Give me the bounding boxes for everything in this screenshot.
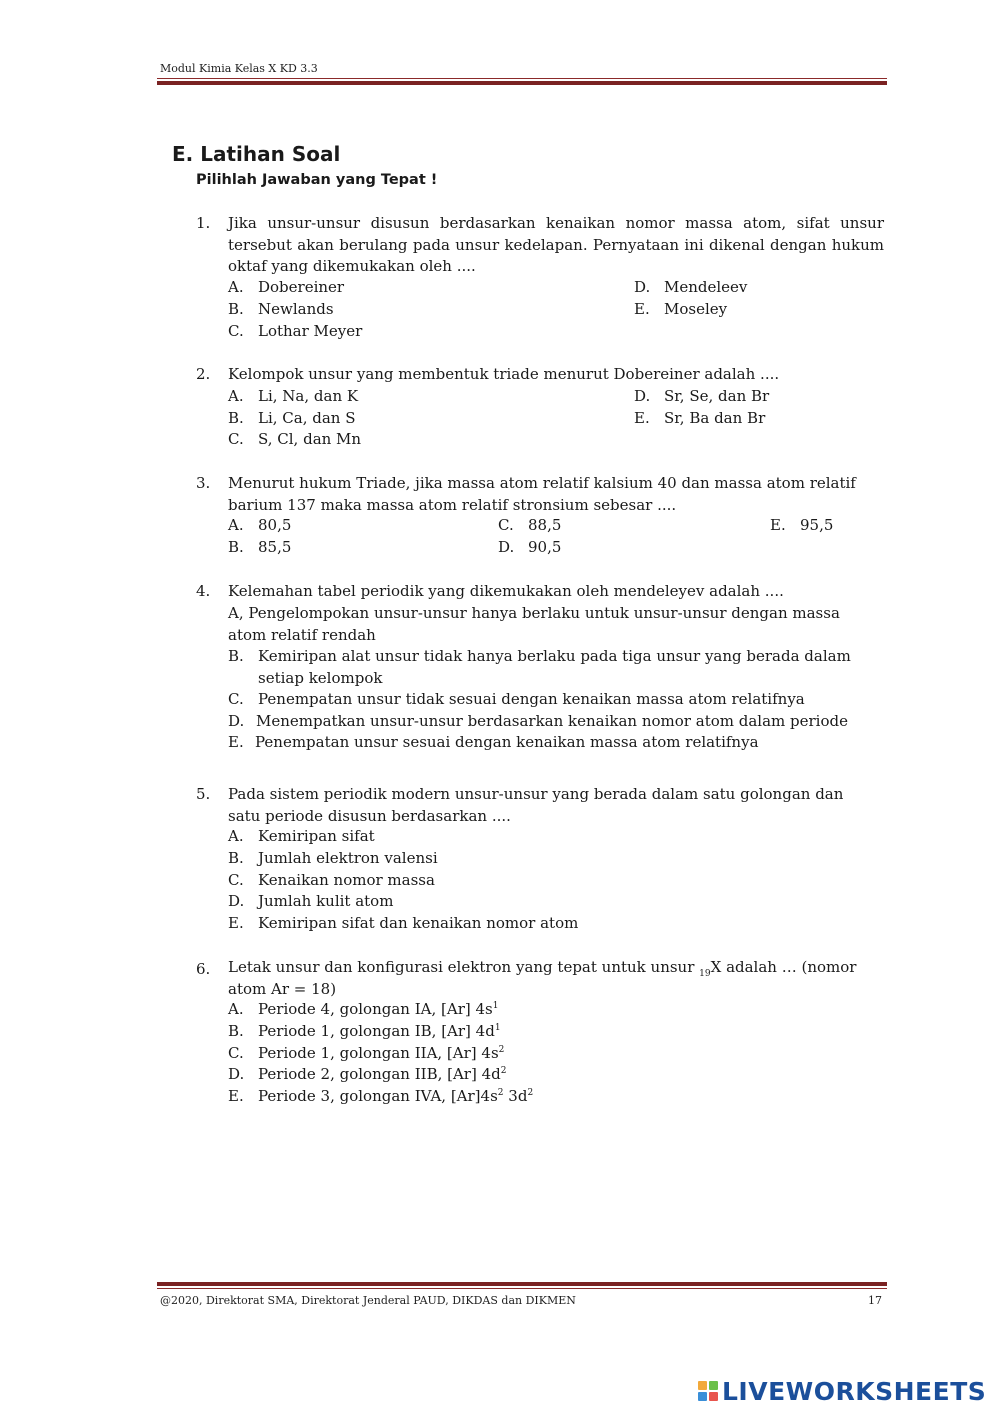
option-6a[interactable]: A. Periode 4, golongan IA, [Ar] $4s^1$ bbox=[228, 1000, 499, 1018]
option-6c[interactable]: C. Periode 1, golongan IIA, [Ar] $4s^2$ bbox=[228, 1044, 505, 1062]
logo-square bbox=[698, 1392, 707, 1401]
option-6e[interactable]: E. Periode 3, golongan IVA, $[Ar]4s^2$ $3d^2$ bbox=[228, 1087, 534, 1105]
section-title: E. Latihan Soal bbox=[172, 142, 341, 166]
question-text: Jika unsur-unsur disusun berdasarkan kenaikan nomor massa atom, sifat unsur tersebut akan berulang pada unsur kedelapan. Pernyataan ini dikenal dengan hukum oktaf yang dikemukakan oleh .... bbox=[228, 214, 884, 275]
question-text: Kelompok unsur yang membentuk triade menurut Dobereiner adalah .... bbox=[228, 365, 780, 383]
question-text: Pada sistem periodik modern unsur-unsur yang berada dalam satu golongan dan satu periode disusun berdasarkan .... bbox=[228, 785, 844, 825]
option-6b[interactable]: B. Periode 1, golongan IB, [Ar] $4d^1$ bbox=[228, 1022, 501, 1040]
option-5e[interactable]: E. Kemiripan sifat dan kenaikan nomor atom bbox=[228, 914, 579, 932]
option-4a[interactable]: A, Pengelompokan unsur-unsur hanya berlaku untuk unsur-unsur dengan massa atom relatif rendah bbox=[228, 604, 840, 644]
option-1c[interactable]: C. Lothar Meyer bbox=[228, 322, 363, 340]
option-3a[interactable]: A. 80,5 bbox=[228, 516, 292, 534]
question-text: Menurut hukum Triade, jika massa atom relatif kalsium 40 dan massa atom relatif barium 137 maka massa atom relatif stronsium sebesar .... bbox=[228, 474, 856, 514]
option-5a[interactable]: A. Kemiripan sifat bbox=[228, 827, 375, 845]
option-3d[interactable]: D. 90,5 bbox=[498, 538, 562, 556]
option-3b[interactable]: B. 85,5 bbox=[228, 538, 292, 556]
option-1d[interactable]: D. Mendeleev bbox=[634, 278, 748, 296]
logo-square bbox=[709, 1392, 718, 1401]
question-number: 4. bbox=[196, 582, 211, 600]
header-rule-thick bbox=[157, 81, 887, 85]
option-4d[interactable]: D. Menempatkan unsur-unsur berdasarkan kenaikan nomor atom dalam periode bbox=[228, 712, 848, 730]
option-3c[interactable]: C. 88,5 bbox=[498, 516, 562, 534]
question-number: 2. bbox=[196, 365, 211, 383]
option-1a[interactable]: A. Dobereiner bbox=[228, 278, 345, 296]
option-2b[interactable]: B. Li, Ca, dan S bbox=[228, 409, 356, 427]
question-number: 6. bbox=[196, 960, 211, 978]
option-1e[interactable]: E. Moseley bbox=[634, 300, 728, 318]
liveworksheets-logo bbox=[698, 1376, 986, 1406]
question-text: Letak unsur dan konfigurasi elektron yang tepat untuk unsur $_{19}$X adalah … (nomor atom Ar = 18) bbox=[228, 958, 857, 998]
question-number: 1. bbox=[196, 214, 211, 232]
option-4b[interactable]: B. Kemiripan alat unsur tidak hanya berlaku pada tiga unsur yang berada dalam setiap kelompok bbox=[228, 647, 851, 687]
question-number: 3. bbox=[196, 474, 211, 492]
instruction-text: Pilihlah Jawaban yang Tepat ! bbox=[196, 172, 438, 188]
footer-credit: @2020, Direktorat SMA, Direktorat Jenderal PAUD, DIKDAS dan DIKMEN bbox=[160, 1294, 576, 1307]
logo-square bbox=[709, 1381, 718, 1390]
option-3e[interactable]: E. 95,5 bbox=[770, 516, 834, 534]
option-2d[interactable]: D. Sr, Se, dan Br bbox=[634, 387, 770, 405]
option-4e[interactable]: E. Penempatan unsur sesuai dengan kenaikan massa atom relatifnya bbox=[228, 733, 759, 751]
option-5d[interactable]: D. Jumlah kulit atom bbox=[228, 892, 394, 910]
option-4c[interactable]: C. Penempatan unsur tidak sesuai dengan kenaikan massa atom relatifnya bbox=[228, 690, 805, 708]
option-5c[interactable]: C. Kenaikan nomor massa bbox=[228, 871, 435, 889]
footer-rule-thin bbox=[157, 1288, 887, 1289]
option-5b[interactable]: B. Jumlah elektron valensi bbox=[228, 849, 438, 867]
header-title: Modul Kimia Kelas X KD 3.3 bbox=[160, 62, 318, 75]
logo-square bbox=[698, 1381, 707, 1390]
header-rule-thin bbox=[157, 78, 887, 79]
footer-rule-thick bbox=[157, 1282, 887, 1286]
logo-text: LIVEWORKSHEETS bbox=[722, 1376, 987, 1406]
option-1b[interactable]: B. Newlands bbox=[228, 300, 334, 318]
question-number: 5. bbox=[196, 785, 211, 803]
logo-grid-icon bbox=[698, 1381, 718, 1401]
page-number: 17 bbox=[868, 1294, 882, 1307]
question-text: Kelemahan tabel periodik yang dikemukakan oleh mendeleyev adalah .... bbox=[228, 582, 784, 600]
option-2e[interactable]: E. Sr, Ba dan Br bbox=[634, 409, 766, 427]
option-6d[interactable]: D. Periode 2, golongan IIB, [Ar] $4d^2$ bbox=[228, 1065, 507, 1083]
option-2a[interactable]: A. Li, Na, dan K bbox=[228, 387, 359, 405]
option-2c[interactable]: C. S, Cl, dan Mn bbox=[228, 430, 362, 448]
